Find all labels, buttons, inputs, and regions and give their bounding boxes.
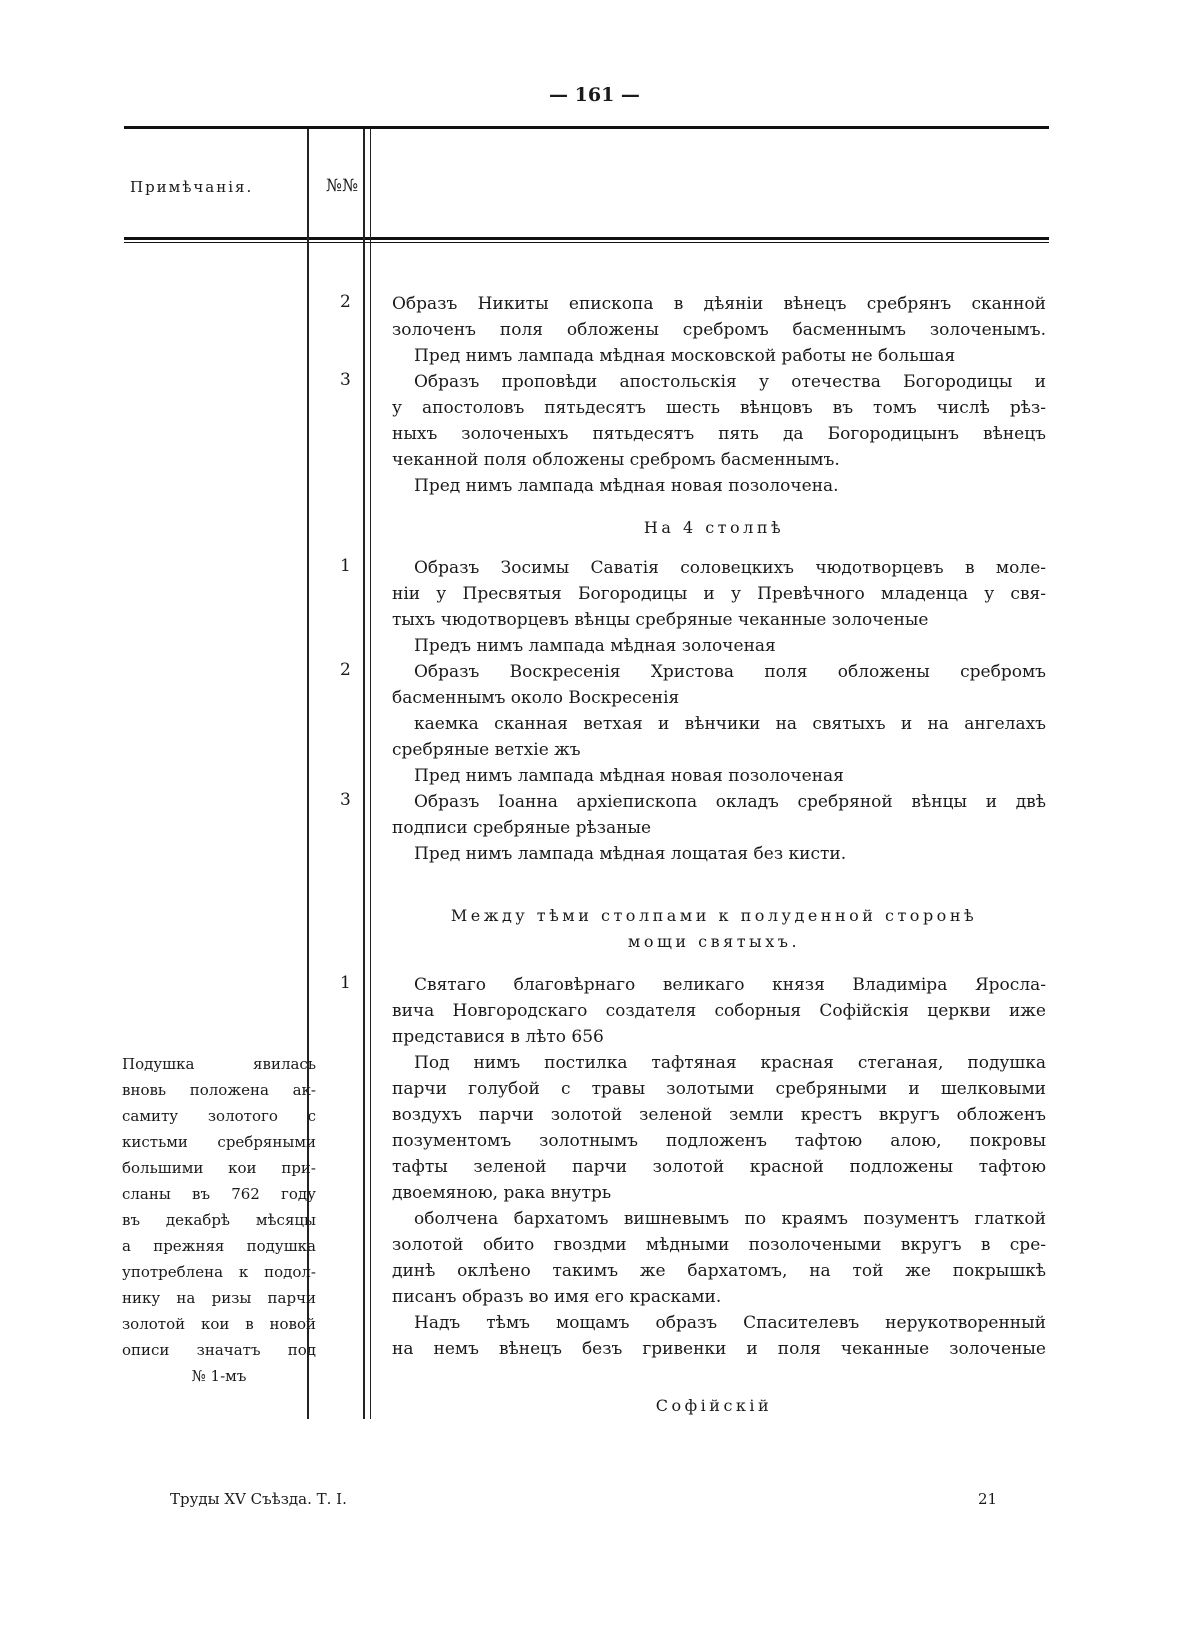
footer-sheet-number: 21 — [978, 1490, 998, 1508]
entry-line: писанъ образъ во имя его красками. — [392, 1287, 722, 1307]
footer-signature: Труды XV Съѣзда. Т. I. — [170, 1490, 347, 1508]
entry-line: басменнымъ около Воскресенія — [392, 688, 680, 708]
entry-line: ныхъ золоченыхъ пятьдесятъ пять да Богородицынъ вѣнецъ — [392, 424, 1046, 444]
item-number: 2 — [340, 660, 351, 680]
header-notes: Примѣчанія. — [130, 178, 254, 196]
margin-note-line: вновь положена ак- — [122, 1081, 316, 1099]
entry-line: парчи голубой с травы золотыми сребряными и шелковыми — [392, 1079, 1046, 1099]
margin-note-line: золотой кои в новой — [122, 1315, 316, 1333]
entry-line: воздухъ парчи золотой зеленой земли крестъ вкругъ обложенъ — [392, 1105, 1046, 1125]
section-heading: Между тѣми столпами к полуденной сторонѣ — [450, 906, 978, 925]
entry-line: Под нимъ постилка тафтяная красная стеганая, подушка — [414, 1053, 1046, 1073]
entry-line: тафты зеленой парчи золотой красной подложены тафтою — [392, 1157, 1046, 1177]
entry-line: двоемяною, рака внутрь — [392, 1183, 612, 1203]
entry-line: Надъ тѣмъ мощамъ образъ Спасителевъ нерукотворенный — [414, 1313, 1046, 1333]
margin-note-line: самиту золотого с — [122, 1107, 316, 1125]
entry-line: представися в лѣто 656 — [392, 1027, 604, 1047]
margin-note-line: а прежняя подушка — [122, 1237, 316, 1255]
margin-note-line: нику на ризы парчи — [122, 1289, 316, 1307]
margin-note-line: въ декабрѣ мѣсяцы — [122, 1211, 316, 1229]
entry-line: ніи у Пресвятыя Богородицы и у Превѣчного младенца у свя- — [392, 584, 1046, 604]
item-number: 1 — [340, 556, 351, 576]
column-divider-numbers-a — [363, 129, 365, 1419]
margin-note-line: большими кои при- — [122, 1159, 316, 1177]
margin-note-line: № 1-мъ — [191, 1367, 247, 1385]
column-divider-numbers-b — [370, 129, 371, 1419]
entry-line: позументомъ золотнымъ подложенъ тафтою алою, покровы — [392, 1131, 1046, 1151]
entry-line: Образъ Іоанна архіепископа окладъ сребряной вѣнцы и двѣ — [414, 792, 1046, 812]
entry-line: золотой обито гвоздми мѣдными позолочеными вкругъ в сре- — [392, 1235, 1046, 1255]
entry-line: золоченъ поля обложены сребромъ басменнымъ золоченымъ. — [392, 320, 1046, 340]
item-number: 3 — [340, 370, 351, 390]
entry-line: тыхъ чюдотворцевъ вѣнцы сребряные чеканные золоченые — [392, 610, 929, 630]
entry-line: Пред нимъ лампада мѣдная новая позолочена. — [414, 476, 839, 496]
entry-line: чеканной поля обложены сребромъ басменнымъ. — [392, 450, 840, 470]
entry-line: Пред нимъ лампада мѣдная московской работы не большая — [414, 346, 956, 366]
item-number: 1 — [340, 973, 351, 993]
entry-line: у апостоловъ пятьдесятъ шесть вѣнцовъ въ томъ числѣ рѣз- — [392, 398, 1046, 418]
entry-line: Святаго благовѣрнаго великаго князя Владиміра Яросла- — [414, 975, 1046, 995]
entry-line: каемка сканная ветхая и вѣнчики на святыхъ и на ангелахъ — [414, 714, 1046, 734]
margin-note-line: употреблена к подол- — [122, 1263, 316, 1281]
entry-line: оболчена бархатомъ вишневымъ по краямъ позументъ глаткой — [414, 1209, 1046, 1229]
header-rule-thin — [124, 242, 1049, 243]
item-number: 3 — [340, 790, 351, 810]
margin-note-line: описи значатъ под — [122, 1341, 316, 1359]
page-number: — 161 — — [549, 84, 640, 106]
entry-line: Предъ нимъ лампада мѣдная золоченая — [414, 636, 776, 656]
entry-line: Пред нимъ лампада мѣдная новая позолоченая — [414, 766, 844, 786]
section-heading: мощи святыхъ. — [627, 932, 801, 951]
margin-note-line: кистьми сребряными — [122, 1133, 316, 1151]
entry-line: Пред нимъ лампада мѣдная лощатая без кисти. — [414, 844, 847, 864]
top-rule — [124, 126, 1049, 129]
entry-line: Образъ Никиты епископа в дѣяніи вѣнецъ сребрянъ сканной — [392, 294, 1046, 314]
catchword: Софійскій — [655, 1396, 773, 1415]
section-heading: На 4 столпѣ — [643, 518, 785, 537]
entry-line: динѣ оклѣено такимъ же бархатомъ, на той же покрышкѣ — [392, 1261, 1046, 1281]
entry-line: Образъ проповѣди апостольскія у отечества Богородицы и — [414, 372, 1046, 392]
header-numbers: №№ — [326, 176, 359, 196]
margin-note-line: Подушка явилась — [122, 1055, 316, 1073]
entry-line: сребряные ветхіе жъ — [392, 740, 581, 760]
item-number: 2 — [340, 292, 351, 312]
entry-line: Образъ Зосимы Саватія соловецкихъ чюдотворцевъ в моле- — [414, 558, 1046, 578]
entry-line: вича Новгородскаго создателя соборныя Софійскія церкви иже — [392, 1001, 1046, 1021]
header-rule — [124, 237, 1049, 240]
entry-line: на немъ вѣнецъ безъ гривенки и поля чеканные золоченые — [392, 1339, 1046, 1359]
margin-note-line: сланы въ 762 году — [122, 1185, 316, 1203]
entry-line: Образъ Воскресенія Христова поля обложены сребромъ — [414, 662, 1046, 682]
entry-line: подписи сребряные рѣзаные — [392, 818, 652, 838]
